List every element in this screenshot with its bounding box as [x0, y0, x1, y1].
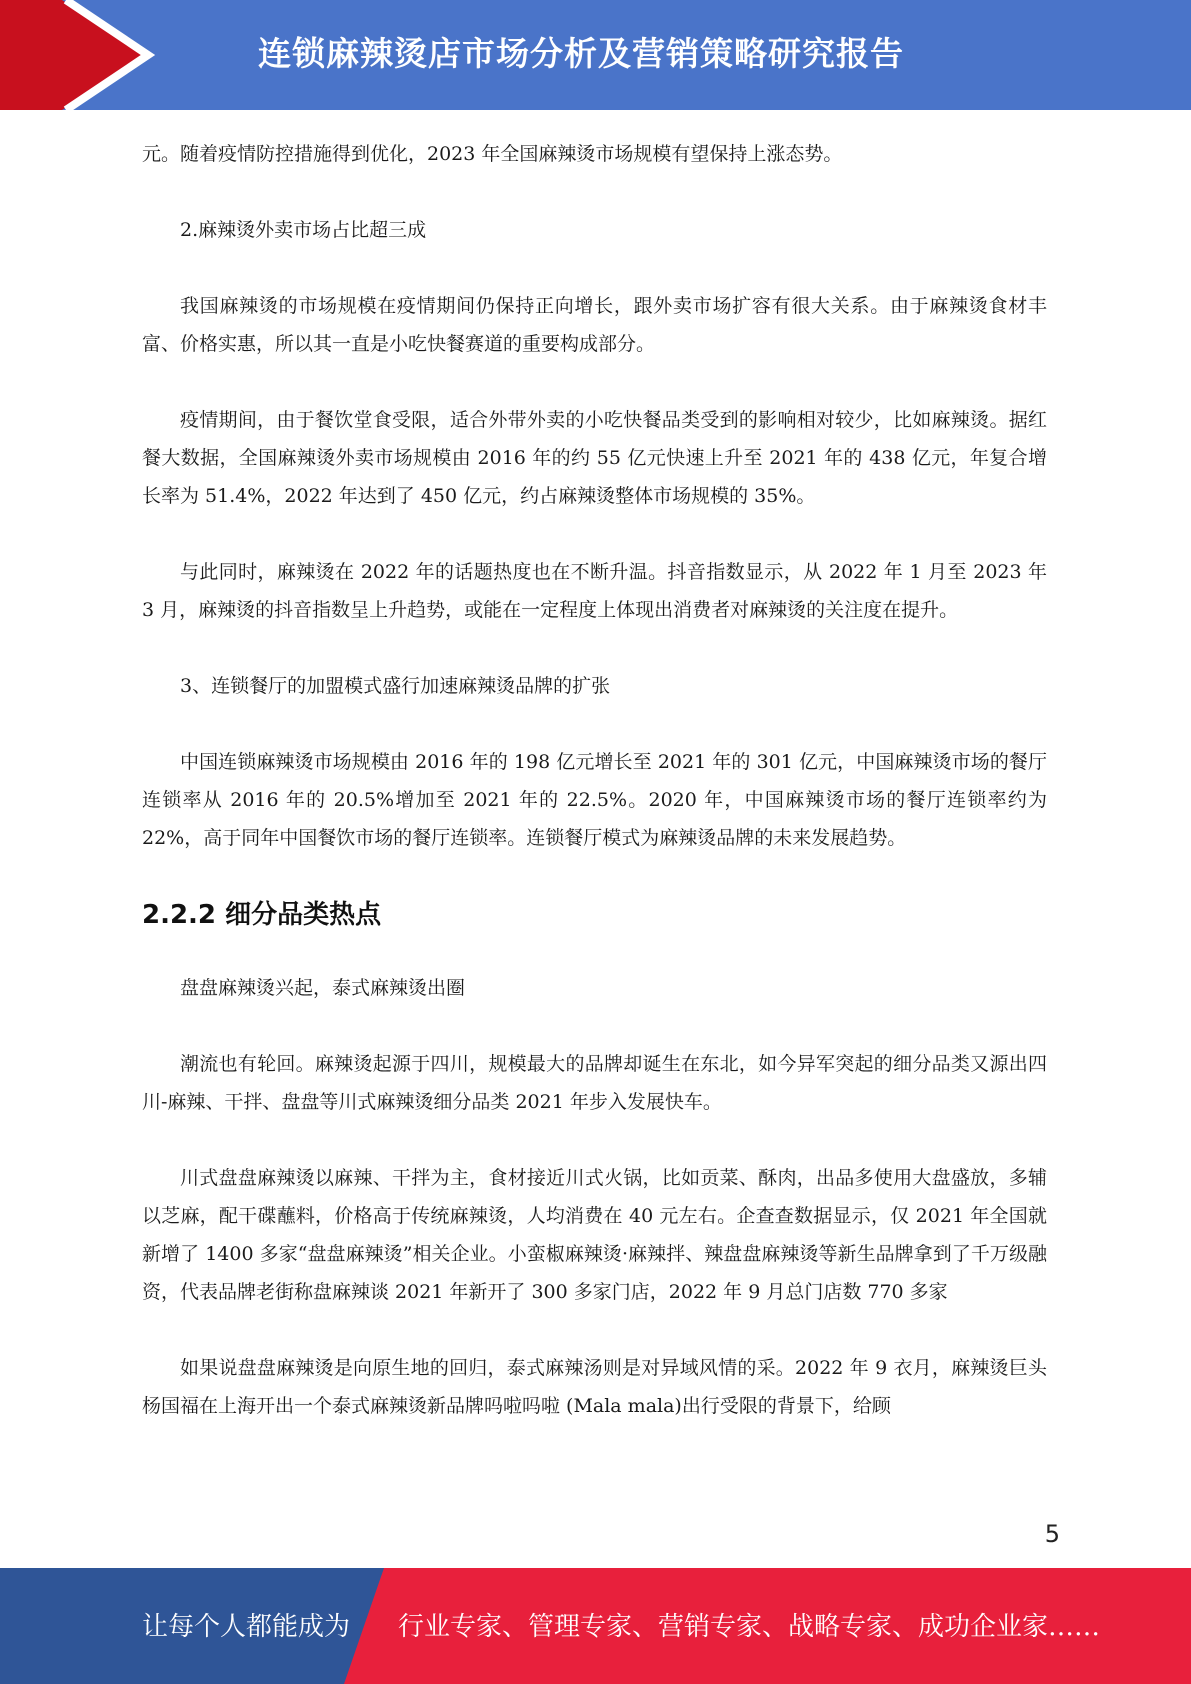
section-heading-chain: 3、连锁餐厅的加盟模式盛行加速麻辣烫品牌的扩张 [180, 675, 611, 697]
footer-slogan-right: 行业专家、管理专家、营销专家、战略专家、成功企业家…… [398, 1612, 1101, 1642]
paragraph: 潮流也有轮回。麻辣烫起源于四川，规模最大的品牌却诞生在东北，如今异军突起的细分品类又源出四川-麻辣、干拌、盘盘等川式麻辣烫细分品类 2021 年步入发展快车。 [142, 1053, 1047, 1113]
paragraph: 川式盘盘麻辣烫以麻辣、干拌为主，食材接近川式火锅，比如贡菜、酥肉，出品多使用大盘盛放，多辅以芝麻，配干碟蘸料，价格高于传统麻辣烫，人均消费在 40 元左右。企查查数据显示，仅 2021 年全国就新增了 1400 多家“盘盘麻辣烫”相关企业。小蛮椒麻辣烫·麻辣拌、辣盘盘麻辣烫等新生品牌拿到了千万级融资，代表品牌老街称盘麻辣谈 2021 年新开了 300 多家门店，2022 年 9 月总门店数 770 多家 [142, 1167, 1047, 1303]
page-content [142, 135, 1047, 1463]
paragraph: 与此同时，麻辣烫在 2022 年的话题热度也在不断升温。抖音指数显示，从 2022 年 1 月至 2023 年 3 月，麻辣烫的抖音指数呈上升趋势，或能在一定程度上体现出消费者对麻辣烫的关注度在提升。 [142, 561, 1047, 621]
footer-slogan-left: 让每个人都能成为 [142, 1612, 351, 1642]
subsection-title: 2.2.2 细分品类热点 [142, 900, 382, 930]
page-footer [0, 1568, 1191, 1684]
paragraph: 我国麻辣烫的市场规模在疫情期间仍保持正向增长，跟外卖市场扩容有很大关系。由于麻辣烫食材丰富、价格实惠，所以其一直是小吃快餐赛道的重要构成部分。 [142, 295, 1047, 355]
section-heading-takeout: 2.麻辣烫外卖市场占比超三成 [180, 219, 427, 241]
paragraph: 疫情期间，由于餐饮堂食受限，适合外带外卖的小吃快餐品类受到的影响相对较少，比如麻辣烫。据红餐大数据，全国麻辣烫外卖市场规模由 2016 年的约 55 亿元快速上升至 2021 年的 438 亿元，年复合增长率为 51.4%，2022 年达到了 450 亿元，约占麻辣烫整体市场规模的 35%。 [142, 409, 1047, 507]
page-number: 5 [1044, 1520, 1060, 1548]
paragraph: 中国连锁麻辣烫市场规模由 2016 年的 198 亿元增长至 2021 年的 301 亿元，中国麻辣烫市场的餐厅连锁率从 2016 年的 20.5%增加至 2021 年的 22.5%。2020 年，中国麻辣烫市场的餐厅连锁率约为 22%，高于同年中国餐饮市场的餐厅连锁率。连锁餐厅模式为麻辣烫品牌的未来发展趋势。 [142, 751, 1047, 849]
page-header [0, 0, 1191, 110]
paragraph: 元。随着疫情防控措施得到优化，2023 年全国麻辣烫市场规模有望保持上涨态势。 [142, 143, 843, 165]
report-title: 连锁麻辣烫店市场分析及营销策略研究报告 [258, 34, 904, 73]
section-heading-categories: 盘盘麻辣烫兴起，泰式麻辣烫出圈 [180, 977, 466, 999]
paragraph: 如果说盘盘麻辣烫是向原生地的回归，泰式麻辣汤则是对异域风情的采。2022 年 9 衣月，麻辣烫巨头杨国福在上海开出一个泰式麻辣烫新品牌吗啦吗啦 (Mala mala)出行受限的背景下，给顾 [142, 1357, 1047, 1417]
